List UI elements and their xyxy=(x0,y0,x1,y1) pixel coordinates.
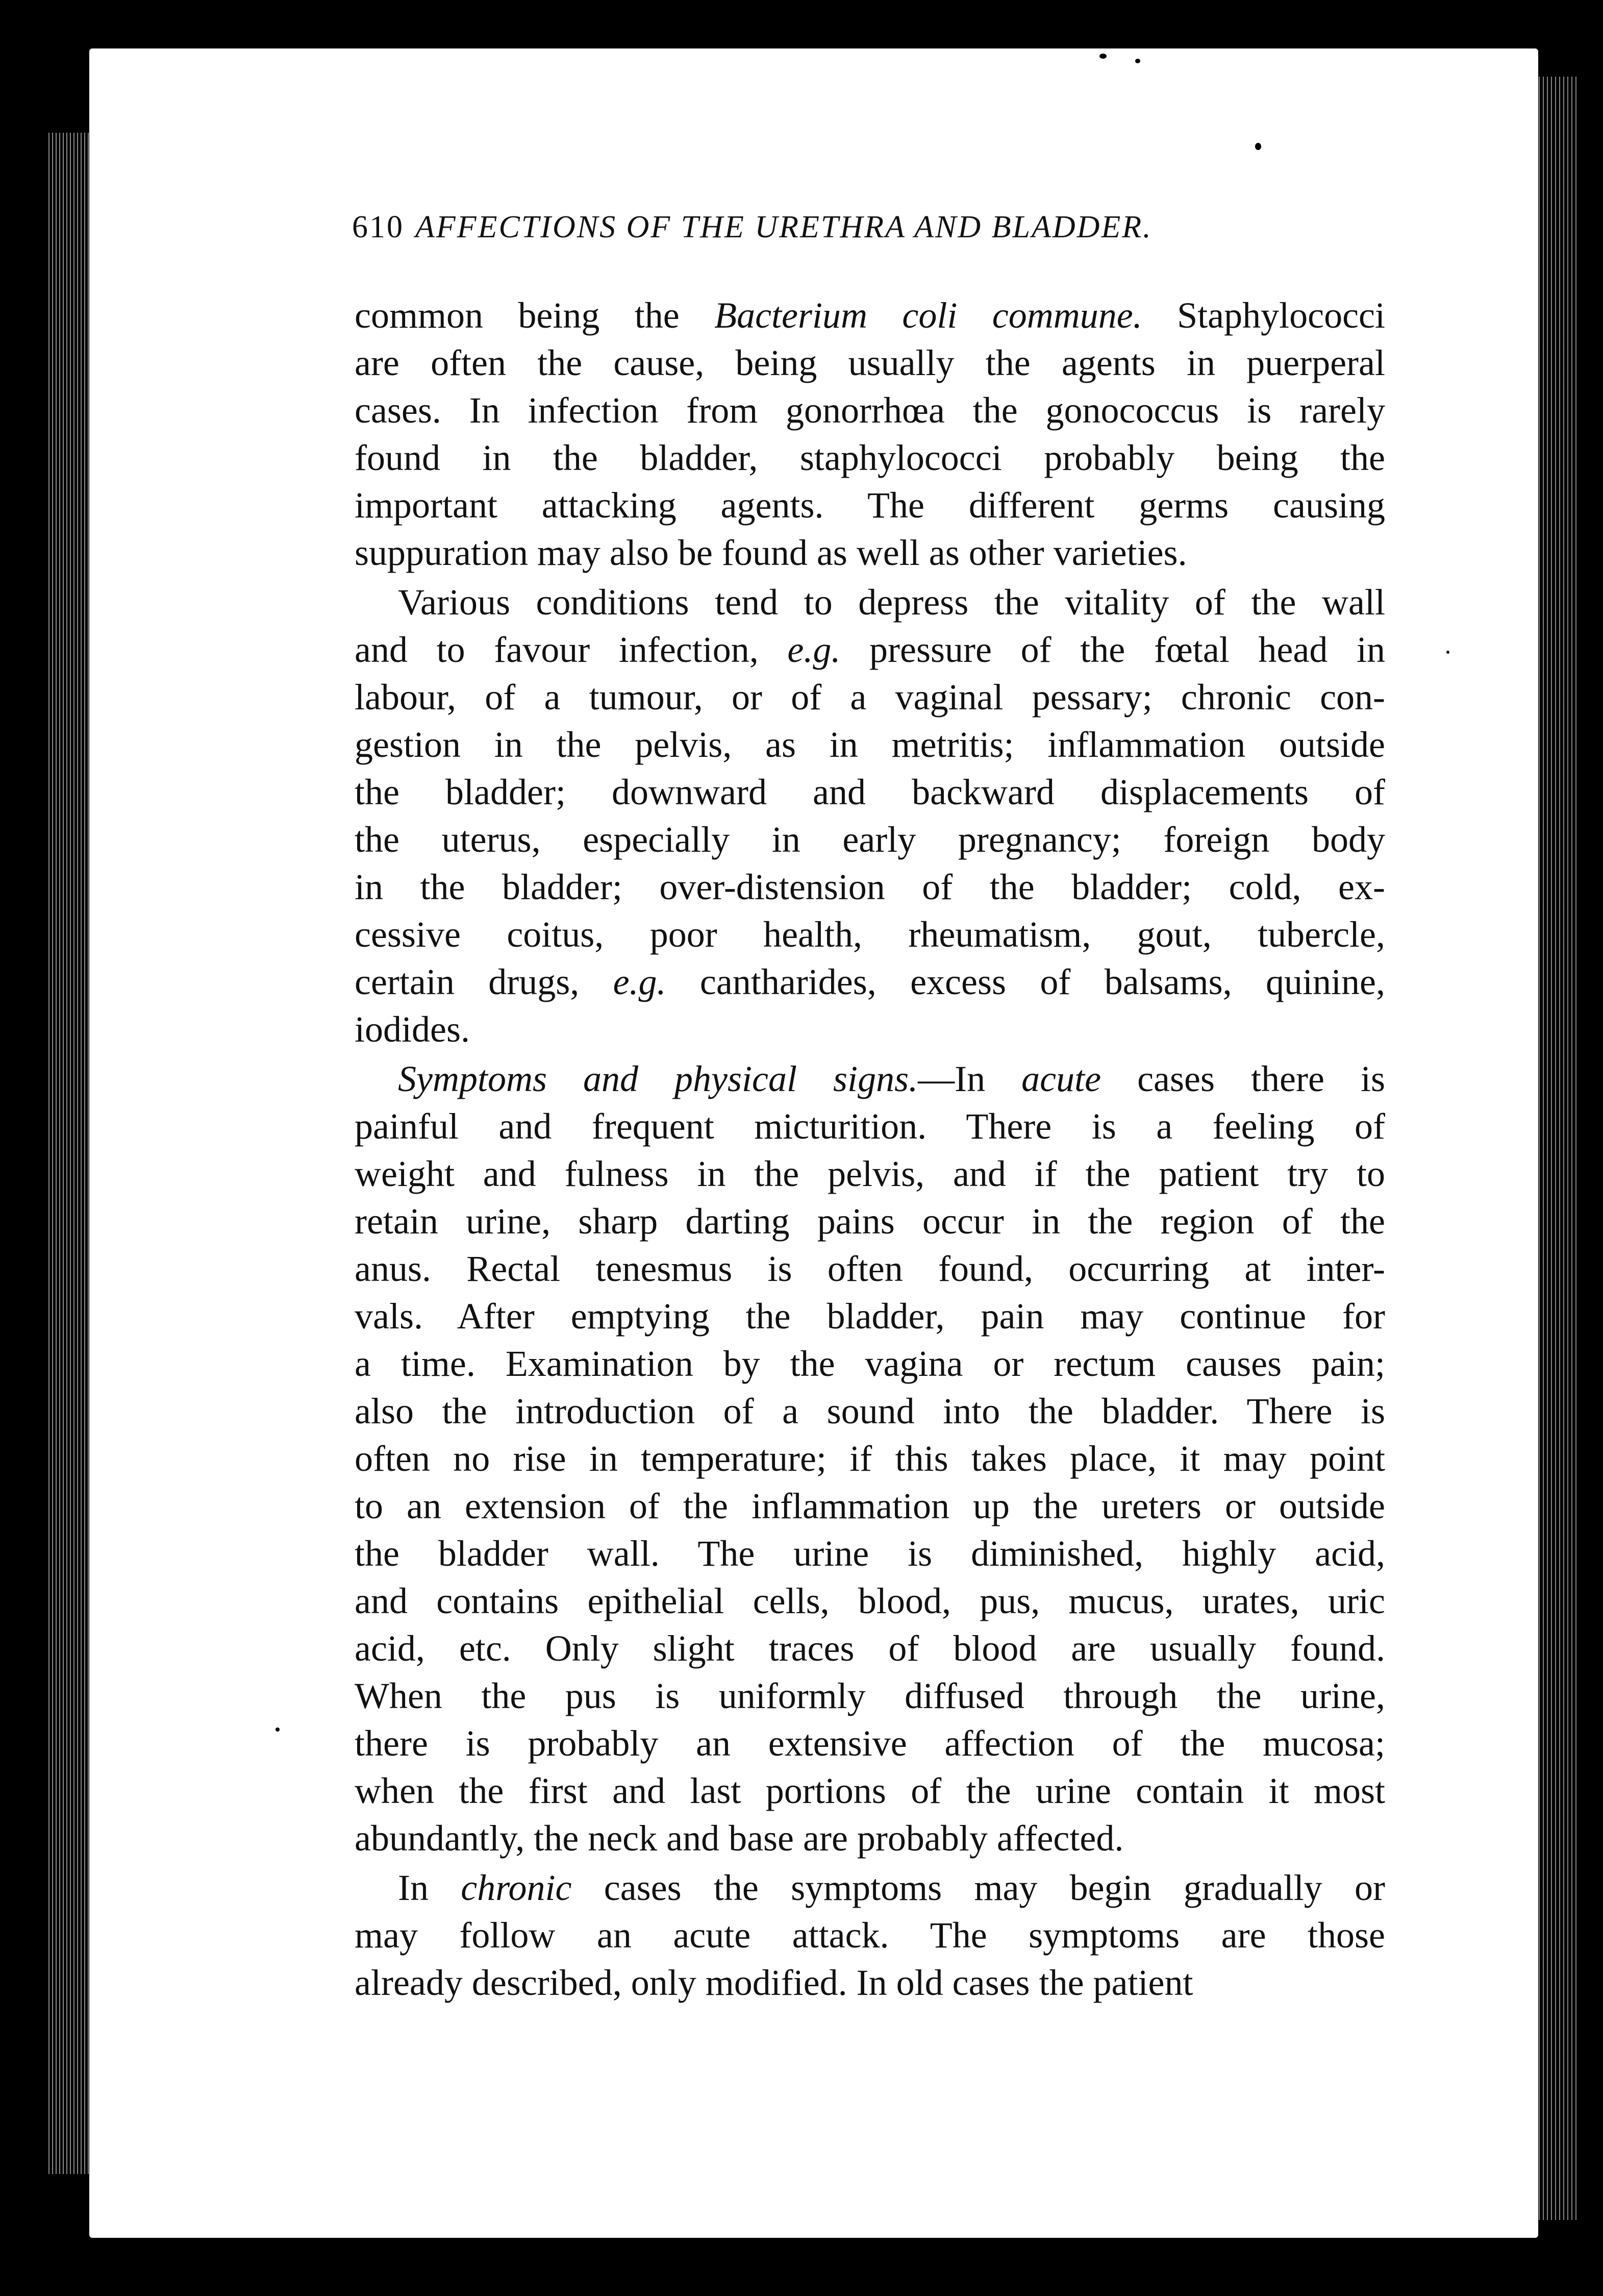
text-line xyxy=(355,1245,1385,1293)
text-run: common being the xyxy=(355,295,715,336)
text-run: weight and fulness in the pelvis, and if the patient try to xyxy=(355,1153,1385,1194)
text-run: cases the symptoms may begin gradually or xyxy=(571,1867,1385,1908)
text-run: often no rise in temperature; if this takes place, it may point xyxy=(355,1438,1385,1479)
text-run: in the bladder; over-distension of the bladder; cold, ex- xyxy=(355,867,1385,907)
text-line xyxy=(355,674,1385,721)
text-line xyxy=(355,1767,1385,1815)
text-run: also the introduction of a sound into the bladder. There is xyxy=(355,1391,1385,1431)
text-line xyxy=(355,579,1385,626)
scan-speck xyxy=(1099,54,1107,59)
text-run: important attacking agents. The different germs causing xyxy=(355,485,1385,526)
text-run: pressure of the fœtal head in xyxy=(840,629,1386,670)
text-run: and contains epithelial cells, blood, pus, mucus, urates, uric xyxy=(355,1581,1385,1621)
text-run: Staphylococci xyxy=(1142,295,1386,336)
text-line xyxy=(355,1435,1385,1483)
text-run: a time. Examination by the vagina or rectum causes pain; xyxy=(355,1343,1385,1384)
italic-run: Bacterium coli commune. xyxy=(714,295,1142,336)
text-run: In xyxy=(398,1867,461,1908)
text-line xyxy=(355,769,1385,816)
text-line xyxy=(355,1959,1385,2007)
text-run: cases. In infection from gonorrhœa the gonococcus is rarely xyxy=(355,390,1385,431)
paragraph xyxy=(355,292,1385,577)
text-run: certain drugs, xyxy=(355,961,613,1002)
text-line xyxy=(355,1293,1385,1340)
text-run: may follow an acute attack. The symptoms are those xyxy=(355,1915,1385,1956)
text-run: anus. Rectal tenesmus is often found, occurring at inter- xyxy=(355,1248,1385,1289)
text-run: cantharides, excess of balsams, quinine, xyxy=(666,961,1385,1002)
text-run: there is probably an extensive affection of the mucosa; xyxy=(355,1723,1385,1764)
text-run: cases there is xyxy=(1101,1058,1386,1099)
text-run: when the first and last portions of the urine contain it most xyxy=(355,1770,1385,1811)
text-run: cessive coitus, poor health, rheumatism, gout, tubercle, xyxy=(355,914,1385,955)
paragraph xyxy=(355,1864,1385,2007)
text-line xyxy=(355,1340,1385,1388)
text-line xyxy=(355,816,1385,863)
text-run: to an extension of the inflammation up the ureters or outside xyxy=(355,1486,1385,1526)
text-line xyxy=(355,292,1385,339)
text-line xyxy=(355,1150,1385,1198)
running-header xyxy=(352,209,1372,245)
italic-run: e.g. xyxy=(787,629,841,670)
text-run: found in the bladder, staphylococci probably being the xyxy=(355,437,1385,478)
text-line xyxy=(355,482,1385,529)
scan-speck xyxy=(275,1727,280,1732)
book-gutter-shadow xyxy=(48,133,94,2174)
body-text xyxy=(355,292,1385,2007)
text-line xyxy=(355,863,1385,911)
text-run: the bladder wall. The urine is diminished, highly acid, xyxy=(355,1533,1385,1574)
scan-speck xyxy=(1255,143,1261,150)
text-run: abundantly, the neck and base are probably affected. xyxy=(355,1818,1124,1859)
text-run: acid, etc. Only slight traces of blood are usually found. xyxy=(355,1628,1385,1669)
text-run: retain urine, sharp darting pains occur in the region of the xyxy=(355,1201,1385,1242)
text-line xyxy=(355,529,1385,577)
text-line xyxy=(355,387,1385,434)
paragraph xyxy=(355,1055,1385,1862)
text-run: labour, of a tumour, or of a vaginal pessary; chronic con- xyxy=(355,677,1385,718)
paragraph xyxy=(355,579,1385,1053)
page-number: 610 xyxy=(352,210,404,244)
text-line xyxy=(355,626,1385,674)
text-line xyxy=(355,1625,1385,1672)
text-run: the bladder; downward and backward displacements of xyxy=(355,772,1385,812)
text-line xyxy=(355,1720,1385,1767)
text-line xyxy=(355,434,1385,482)
text-run: already described, only modified. In old cases the patient xyxy=(355,1962,1193,2003)
text-line xyxy=(355,1483,1385,1530)
text-line xyxy=(355,958,1385,1006)
text-line xyxy=(355,1530,1385,1577)
text-run: and to favour infection, xyxy=(355,629,788,670)
text-line xyxy=(355,339,1385,387)
text-run: are often the cause, being usually the agents in puerperal xyxy=(355,342,1385,383)
italic-run: chronic xyxy=(461,1867,572,1908)
text-run: iodides. xyxy=(355,1009,470,1050)
text-line xyxy=(355,1577,1385,1625)
text-run: suppuration may also be found as well as other varieties. xyxy=(355,532,1187,573)
text-run: When the pus is uniformly diffused through the urine, xyxy=(355,1675,1385,1716)
text-line xyxy=(355,721,1385,769)
page-edge-shadow xyxy=(1536,77,1576,2220)
scan-speck xyxy=(1446,651,1449,654)
text-run: the uterus, especially in early pregnancy; foreign body xyxy=(355,819,1385,860)
text-line xyxy=(355,1103,1385,1150)
text-line xyxy=(355,1006,1385,1053)
italic-run: Symptoms and physical signs. xyxy=(398,1058,918,1099)
text-run: —In xyxy=(918,1058,1022,1099)
text-line xyxy=(355,911,1385,958)
text-run: gestion in the pelvis, as in metritis; inflammation outside xyxy=(355,724,1385,765)
text-line xyxy=(355,1388,1385,1435)
running-head-title: AFFECTIONS OF THE URETHRA AND BLADDER. xyxy=(415,210,1153,244)
text-line xyxy=(355,1815,1385,1862)
text-run: vals. After emptying the bladder, pain may continue for xyxy=(355,1296,1385,1337)
text-line xyxy=(355,1055,1385,1103)
text-run: Various conditions tend to depress the vitality of the wall xyxy=(398,582,1385,623)
text-line xyxy=(355,1864,1385,1912)
text-line xyxy=(355,1198,1385,1245)
text-line xyxy=(355,1672,1385,1720)
scan-speck xyxy=(1135,59,1140,63)
italic-run: acute xyxy=(1021,1058,1101,1099)
text-run: painful and frequent micturition. There is a feeling of xyxy=(355,1106,1385,1147)
italic-run: e.g. xyxy=(613,961,666,1002)
text-line xyxy=(355,1912,1385,1959)
